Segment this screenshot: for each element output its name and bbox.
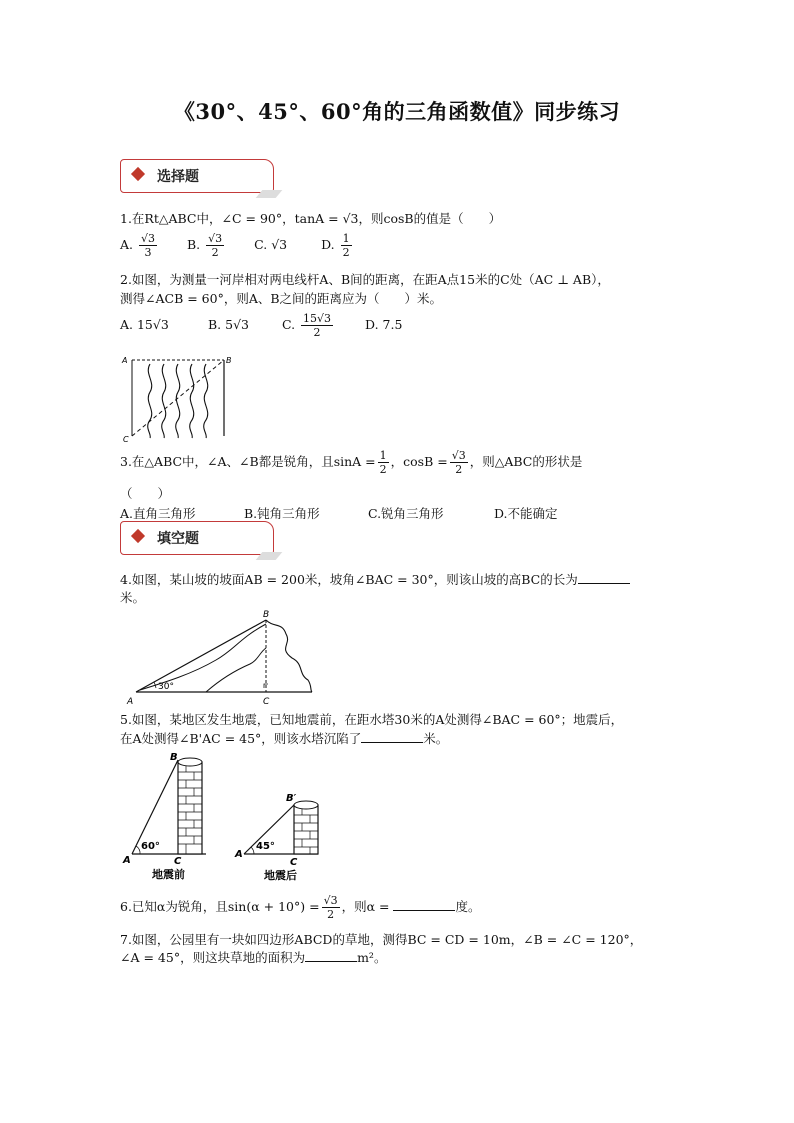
fig-caption: 地震后 — [264, 869, 297, 882]
option-d-fraction: $\frac{1}{2}$ — [342, 232, 350, 259]
section-tab-decoration — [256, 190, 283, 198]
option-c: C. √3 — [254, 237, 288, 252]
question-1-stem: 1.在Rt△ABC中，∠C = 90°，tanA = √3，则cosB的值是（ ） — [120, 211, 502, 226]
diamond-icon — [131, 167, 145, 181]
option-d: D. 7.5 — [365, 317, 403, 332]
fig-label-a: A — [235, 849, 243, 860]
fig-label-c: C — [290, 857, 298, 868]
fig-label-c: C — [123, 435, 129, 444]
option-d: D.不能确定 — [493, 506, 558, 521]
option-c-fraction: $\frac{15√3}{2}$ — [303, 312, 332, 339]
question-4-stem-line2: 米。 — [120, 590, 146, 605]
page-title: 《30°、45°、60°角的三角函数值》同步练习 — [173, 99, 621, 124]
fig-label-b-prime: B′ — [286, 793, 297, 804]
diamond-icon — [131, 529, 145, 543]
fig-label-b: B — [226, 356, 232, 365]
question-3-stem: 3.在△ABC中，∠A、∠B都是锐角，且sinA = $\frac{1}{2}$ ，cosB = $\frac{√3}{2}$ ，则△ABC的形状是 — [120, 449, 583, 476]
question-5-stem-line1: 5.如图，某地区发生地震，已知地震前，在距水塔30米的A处测得∠BAC = 60°；地震后， — [120, 712, 624, 727]
option-c-label: C. — [281, 317, 296, 332]
fig-label-b: B — [170, 752, 178, 763]
fig-label-a: A — [127, 697, 134, 707]
fig-label-angle: 45° — [256, 841, 275, 852]
answer-blank[interactable] — [305, 949, 357, 962]
section-header-choice — [120, 159, 274, 193]
mountain-figure — [126, 608, 318, 708]
option-b-label: B. — [186, 237, 201, 252]
option-c: C.锐角三角形 — [367, 506, 444, 521]
option-b-fraction: $\frac{√3}{2}$ — [208, 232, 223, 259]
section-header-fill — [120, 521, 274, 555]
question-3-paren: （ ） — [120, 486, 171, 501]
cos-b-fraction: $\frac{√3}{2}$ — [451, 449, 466, 476]
sin-a-fraction: $\frac{1}{2}$ — [379, 449, 387, 476]
option-a: A.直角三角形 — [120, 506, 196, 521]
fig-label-b: B — [263, 610, 270, 620]
option-a-label: A. — [120, 237, 134, 252]
sin-value-fraction: $\frac{√3}{2}$ — [323, 894, 338, 921]
question-5-stem-line2: 在A处测得∠B'AC = 45°，则该水塔沉陷了 米。 — [120, 731, 449, 746]
answer-blank[interactable] — [361, 730, 423, 743]
question-2-options — [120, 310, 402, 340]
section-label: 选择题 — [157, 169, 199, 185]
option-d-label: D. — [321, 237, 335, 252]
option-a-fraction: $\frac{√3}{3}$ — [141, 232, 156, 259]
question-2-stem-line1: 2.如图，为测量一河岸相对两电线杆A、B间的距离，在距A点15米的C处（AC ⊥ AB）， — [120, 272, 610, 287]
question-6-stem: 6.已知α为锐角，且sin(α + 10°) = $\frac{√3}{2}$ ，则α = 度。 — [120, 894, 481, 921]
section-label: 填空题 — [157, 531, 199, 547]
question-1-options — [120, 232, 354, 259]
fig-label-angle: 30° — [158, 682, 174, 692]
question-3-options — [120, 504, 558, 522]
option-b: B. 5√3 — [207, 317, 249, 332]
question-4-stem-line1: 4.如图，某山坡的坡面AB = 200米，坡角∠BAC = 30°，则该山坡的高BC的长为 — [120, 570, 630, 588]
answer-blank[interactable] — [393, 898, 455, 911]
fig-label-a: A — [123, 855, 131, 866]
question-7-stem-line1: 7.如图，公园里有一块如四边形ABCD的草地，测得BC = CD = 10m，∠B = ∠C = 120°， — [120, 932, 643, 947]
option-a: A. 15√3 — [120, 317, 169, 332]
tower-before-figure — [120, 748, 220, 882]
fig-label-c: C — [263, 697, 270, 707]
section-tab-decoration — [256, 552, 283, 560]
river-figure — [118, 350, 238, 446]
question-7-stem-line2: ∠A = 45°，则这块草地的面积为 m²。 — [120, 950, 387, 965]
fig-caption: 地震前 — [152, 868, 185, 881]
answer-blank[interactable] — [578, 571, 630, 584]
fig-label-a: A — [122, 356, 128, 365]
fig-label-c: C — [174, 856, 182, 867]
fig-label-angle: 60° — [141, 841, 160, 852]
question-2-stem-line2: 测得∠ACB = 60°，则A、B之间的距离应为（ ）米。 — [120, 291, 443, 306]
option-b: B.钝角三角形 — [243, 506, 320, 521]
tower-after-figure — [232, 785, 328, 883]
